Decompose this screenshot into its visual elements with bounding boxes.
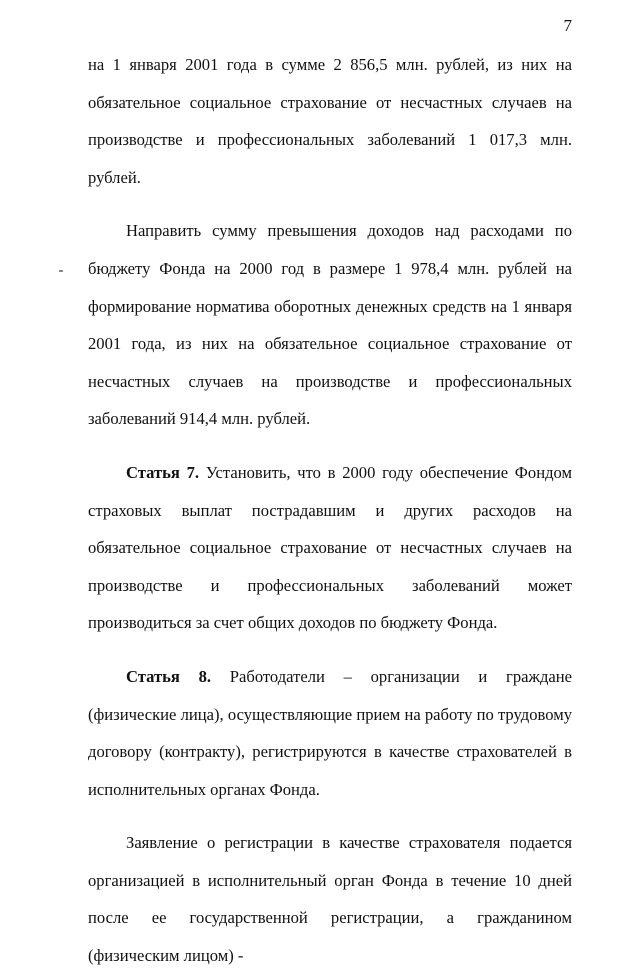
- paragraph-text: Направить сумму превышения доходов над расходами по бюджету Фонда на 2000 год в размере 1 978,4 млн. рублей на формирование норматива оборотных денежных средств на 1 января 2001 года, из них на обязательное социальное страхование от несчастных случаев на производстве и профессиональных заболеваний 914,4 млн. рублей.: [88, 221, 572, 429]
- document-body: [88, 46, 572, 975]
- paragraph-text: Заявление о регистрации в качестве страхователя подается организацией в исполнительный орган Фонда в течение 10 дней после ее государственной регистрации, а гражданином (физическим лицом) -: [88, 833, 572, 966]
- article-label: Статья 8.: [126, 666, 212, 686]
- paragraph-registration-application: [88, 824, 572, 974]
- paragraph-surplus-allocation: [88, 212, 572, 438]
- page-number: 7: [563, 16, 572, 35]
- article-label: Статья 7.: [126, 462, 200, 482]
- paragraph-text: Работодатели – организации и граждане (физические лица), осуществляющие прием на работу по трудовому договору (контракту), регистрируются в качестве страхователей в исполнительных органах Фонда.: [88, 666, 573, 799]
- margin-mark: [59, 270, 63, 272]
- paragraph-article-8: [88, 658, 572, 808]
- paragraph-text: на 1 января 2001 года в сумме 2 856,5 млн. рублей, из них на обязательное социальное страхование от несчастных случаев на производстве и профессиональных заболеваний 1 017,3 млн. рублей.: [88, 55, 572, 187]
- paragraph-article-7: [88, 454, 572, 642]
- paragraph-continuation: [88, 46, 572, 196]
- paragraph-text: Установить, что в 2000 году обеспечение Фондом страховых выплат пострадавшим и других расходов на обязательное социальное страхование от несчастных случаев на производстве и профессиональных заболеваний может производиться за счет общих доходов по бюджету Фонда.: [88, 462, 573, 633]
